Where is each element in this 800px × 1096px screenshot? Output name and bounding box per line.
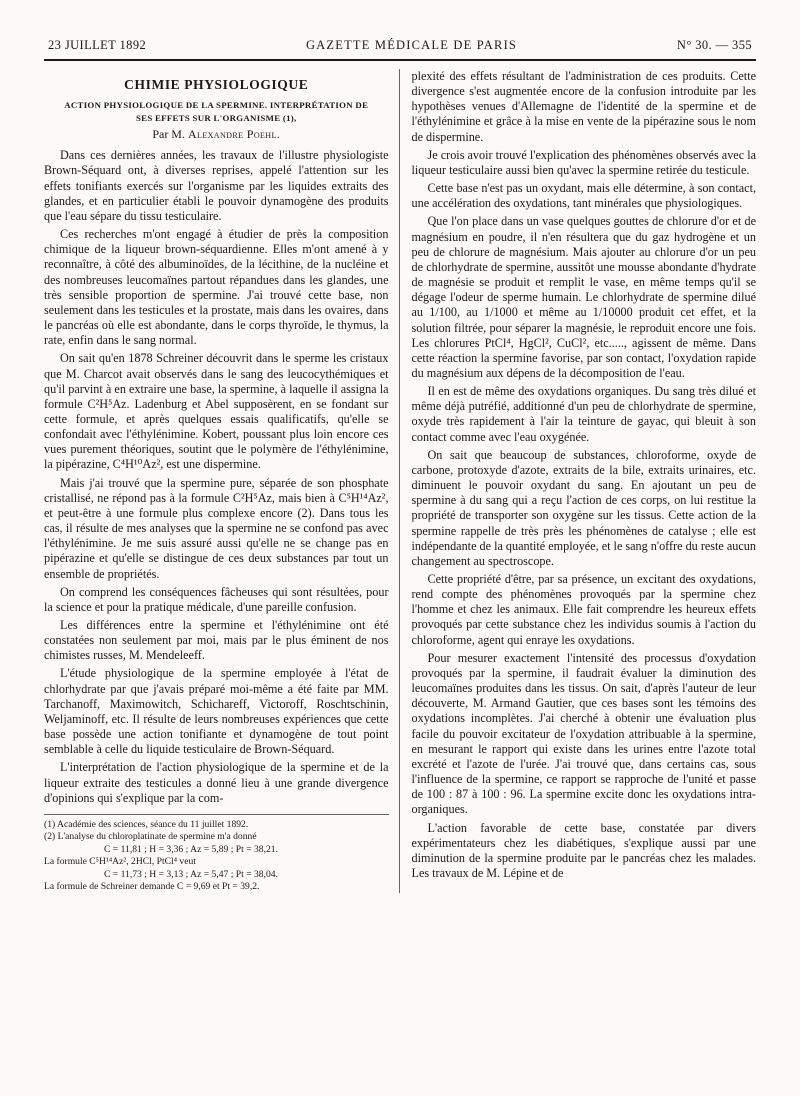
- footnote: (2) L'analyse du chloroplatinate de spermine m'a donné: [44, 831, 257, 843]
- footnote: La formule C⁵H¹⁴Az², 2HCl, PtCl⁴ veut: [44, 856, 196, 868]
- article-title-line: ACTION PHYSIOLOGIQUE DE LA SPERMINE. INTERPRÉTATION DE: [64, 100, 369, 111]
- article-title-line: SES EFFETS SUR L'ORGANISME (1),: [135, 112, 297, 123]
- paragraph: L'étude physiologique de la spermine employée à l'état de chlorhydrate par que j'avais préparé moi-même a été faite par MM. Tarchanoff, Maximowitch, Schichareff, Victoroff, Roschtschinin, Weljaminoff, etc. Il résulte de leurs nombreuses expériences que cette base possède une action tonifiante et dynamogène de tout point semblable à celle du liquide testiculaire de Brown-Séquard.: [44, 666, 389, 757]
- paragraph: L'action favorable de cette base, constatée par divers expérimentateurs chez les diabétiques, s'explique aussi par une diminution de la spermine produite par le pancréas chez les malades. Les travaux de M. Lépine et de: [411, 820, 756, 880]
- paragraph: Cette base n'est pas un oxydant, mais elle détermine, à son contact, une accélération des oxydations, tant minérales que physiologiques.: [411, 181, 756, 211]
- footnote: (1) Académie des sciences, séance du 11 juillet 1892.: [44, 818, 249, 830]
- header-journal-title: GAZETTE MÉDICALE DE PARIS: [305, 38, 518, 52]
- section-title: CHIMIE PHYSIOLOGIQUE: [124, 77, 309, 92]
- author-name: Alexandre Poehl.: [187, 127, 281, 142]
- paragraph: Cette propriété d'être, par sa présence, un excitant des oxydations, rend compte des phénomènes provoqués par la spermine chez l'homme et chez les animaux. Elle fait comprendre les heureux effets provoqués par cette substance chez les individus soumis à l'action du chloroforme, agent qui enraye les oxydations.: [411, 572, 756, 647]
- running-header: [44, 38, 756, 61]
- paragraph: On sait qu'en 1878 Schreiner découvrit dans le sperme les cristaux que M. Charcot avait observés dans le sang des leucocythémiques et qu'il parvint à en extraire une base, la spermine, à laquelle il assigna la formule C²H⁵Az. Ladenburg et Abel supposèrent, en se fondant sur cette formule, et après quelques essais qualificatifs, qu'elle se confondait avec l'éthylénimine. Kobert, poussant plus loin encore ces vues purement théoriques, soutint que le polymère de l'éthylénimine, la pipérazine, C⁴H¹⁰Az², est une dispermine.: [44, 351, 389, 472]
- article-title: [44, 99, 389, 124]
- author-byline: [44, 127, 389, 142]
- right-column: [412, 69, 757, 893]
- author-prefix: Par M.: [152, 127, 185, 142]
- footnote-values: C = 11,73 ; H = 3,13 ; Az = 5,47 ; Pt = 38,04.: [104, 868, 278, 880]
- paragraph: plexité des effets résultant de l'administration de ces produits. Cette divergence s'est augmentée encore de la confusion introduite par les hypothèses venues d'Allemagne de l'identité de la spermine et de l'éthylénimine et grâce à la mise en vente de la pipérazine sous le nom de dispermine.: [411, 69, 756, 144]
- article-columns: [44, 69, 756, 893]
- footnotes: [44, 814, 389, 893]
- footnote-values: C = 11,81 ; H = 3,36 ; Az = 5,89 ; Pt = 38,21.: [104, 843, 278, 855]
- paragraph: On comprend les conséquences fâcheuses qui sont résultées, pour la science et pour la pratique médicale, d'une pareille confusion.: [44, 584, 389, 614]
- paragraph: Ces recherches m'ont engagé à étudier de près la composition chimique de la liqueur brown-séquardienne. Elles m'ont amené à y reconnaître, à côté des albuminoïdes, de la lécithine, de la nucléine et des nombreuses leucomaïnes partout répandues dans les glandes, une très sensible proportion de spermine. J'ai trouvé cette base, non seulement dans les testicules et la prostate, mais dans les ovaires, dans le pancréas où elle est abondante, dans le corps thyroïde, le thymus, la rate, enfin dans le sang normal.: [44, 227, 389, 348]
- footnote: La formule de Schreiner demande C = 9,69 et Pt = 39,2.: [44, 880, 260, 892]
- paragraph: On sait que beaucoup de substances, chloroforme, oxyde de carbone, protoxyde d'azote, extraits de la bile, extraits urinaires, etc. diminuent le pouvoir oxydant du sang. En ajoutant un peu de spermine à du sang qui a reçu l'action de ces corps, on lui restitue la propriété de transporter son oxygène sur les tissus. Cette action de la spermine rappelle de très près les phénomènes de catalyse ; elle est indépendante de la quantité employée, et le sang n'offre du reste aucun changement au spectroscope.: [411, 447, 756, 568]
- paragraph: Les différences entre la spermine et l'éthylénimine ont été constatées non seulement par moi, mais par le plus éminent de nos chimistes russes, M. Mendeleeff.: [44, 618, 389, 663]
- left-column: [44, 69, 400, 893]
- paragraph: L'interprétation de l'action physiologique de la spermine et de la liqueur extraite des testicules a donné lieu à une grande divergence d'opinions qui s'explique par la com-: [44, 760, 389, 805]
- paragraph: Je crois avoir trouvé l'explication des phénomènes observés avec la liqueur testiculaire aussi bien qu'avec la spermine retirée du testicule.: [411, 147, 756, 177]
- paragraph: Mais j'ai trouvé que la spermine pure, séparée de son phosphate cristallisé, ne répond pas à la formule C²H⁵Az, mais bien à C⁵H¹⁴Az², et peut-être à une formule plus complexe encore (2). Dans tous les cas, il résulte de mes analyses que la spermine ne se confond pas avec l'éthylénimine. Je me suis assuré aussi qu'elle ne se change pas en pipérazine et qu'elle se distingue de ces deux substances par tout un ensemble de propriétés.: [44, 475, 389, 581]
- paragraph: Il en est de même des oxydations organiques. Du sang très dilué et même déjà putréfié, additionné d'un peu de chlorhydrate de spermine, oxyde très rapidement à l'air la teinture de gayac, qui bleuit à son contact comme avec l'eau oxygénée.: [411, 384, 756, 444]
- header-issue-page: N° 30. — 355: [676, 38, 752, 52]
- paragraph: Que l'on place dans un vase quelques gouttes de chlorure d'or et de magnésium en poudre, il n'en résultera que du gaz hydrogène et un peu de chlorure de magnésium. Mais ajouter au chlorure d'or un peu de chlorhydrate de spermine, aussitôt une mousse abondante d'hydrate de magnésie se produit et remplit le vase, en même temps qu'il se dégage l'odeur de sperme humain. Le chlorhydrate de spermine dilué au 1/100, au 1/1000 et même au 1/10000 produit cet effet, et la solution filtrée, pour séparer la magnésie, le reproduit encore une fois. Les chlorures PtCl⁴, HgCl², CuCl², etc....., agissent de même. Dans cette réaction la spermine favorise, par son contact, l'oxydation rapide du magnésium aux dépens de la décomposition de l'eau.: [411, 214, 756, 380]
- paragraph: Dans ces dernières années, les travaux de l'illustre physiologiste Brown-Séquard ont, à diverses reprises, appelé l'attention sur les effets tonifiants exercés sur l'organisme par les liquides extraits des glandes, et en particulier établi le pouvoir dynamogène des produits que l'eau sépare du tissu testiculaire.: [44, 148, 389, 223]
- header-date: 23 JUILLET 1892: [48, 38, 147, 52]
- paragraph: Pour mesurer exactement l'intensité des processus d'oxydation provoqués par la spermine, il faudrait évaluer la diminution des leucomaïnes produites dans les tissus. On sait, d'après l'auteur de leur découverte, M. Armand Gautier, que ces bases sont les témoins des oxydations incomplètes. J'ai cherché à obtenir une évaluation plus facile du pouvoir excitateur de l'oxydation attribuable à la spermine, en mesurant le rapport qui existe dans les urines entre l'azote total excrété et l'azote de l'urée. J'ai trouvé que, dans certains cas, sous l'influence de la spermine, ce rapport se rapproche de l'unité et passe de 100 : 87 à 100 : 96. La spermine excite donc les oxydations intra-organiques.: [411, 650, 756, 817]
